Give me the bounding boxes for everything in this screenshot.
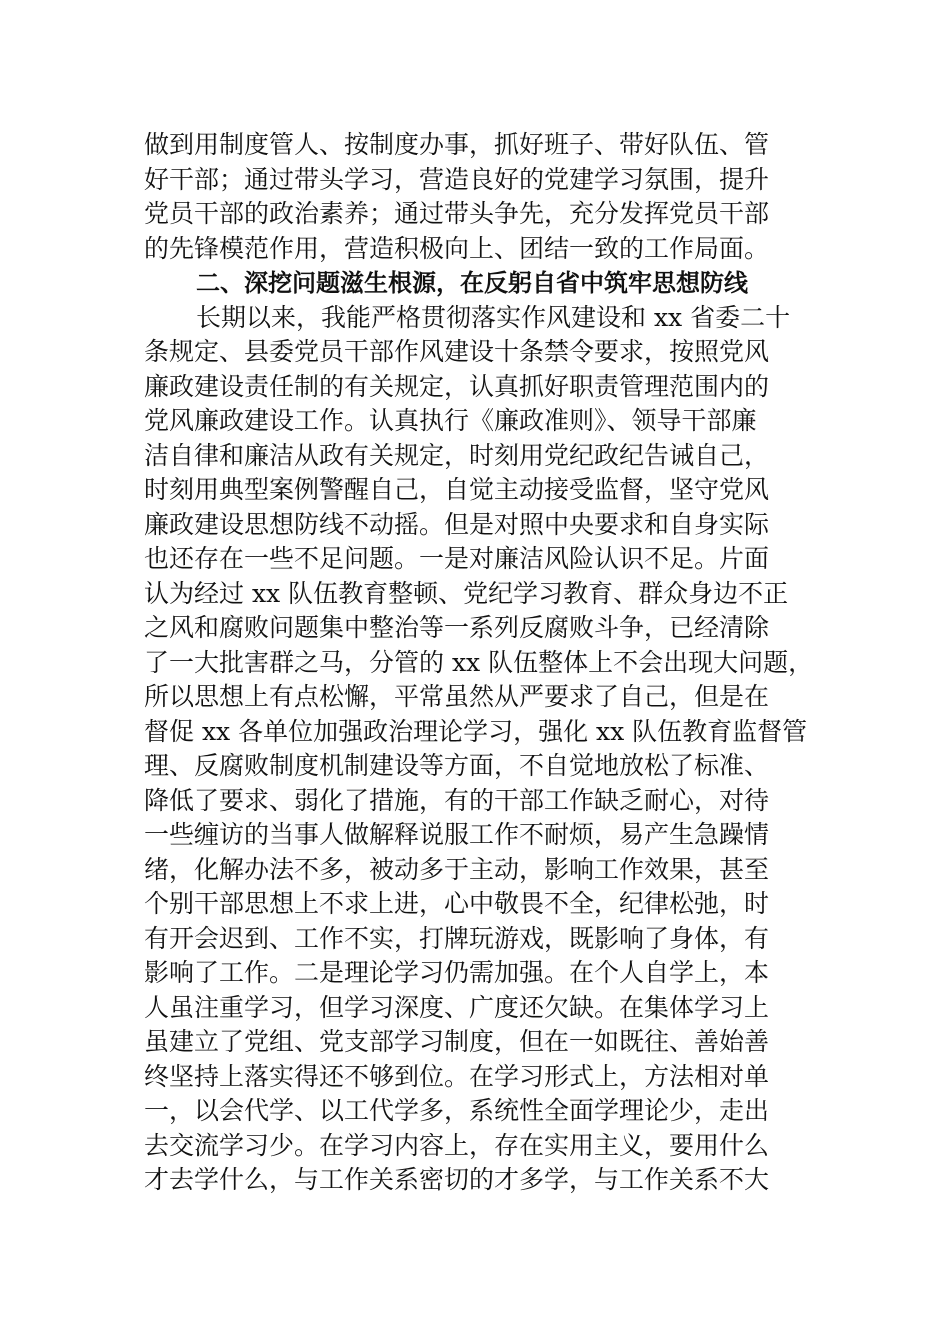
text-line: 也还存在一些不足问题。一是对廉洁风险认识不足。片面	[144, 544, 770, 573]
text-line: 党员干部的政治素养；通过带头争先，充分发挥党员干部	[144, 199, 770, 228]
text-line: 之风和腐败问题集中整治等一系列反腐败斗争，已经清除	[144, 613, 770, 642]
text-line: 去交流学习少。在学习内容上，存在实用主义，要用什么	[144, 1130, 770, 1160]
text-line: 廉政建设思想防线不动摇。但是对照中央要求和自身实际	[144, 509, 770, 539]
text-line: 廉政建设责任制的有关规定，认真抓好职责管理范围内的	[144, 371, 770, 401]
text-line: 条规定、县委党员干部作风建设十条禁令要求，按照党风	[144, 337, 770, 366]
text-line: 做到用制度管人、按制度办事，抓好班子、带好队伍、管	[144, 130, 770, 159]
text-line: 绪，化解办法不多，被动多于主动，影响工作效果，甚至	[144, 854, 770, 884]
text-line: 党风廉政建设工作。认真执行《廉政准则》、领导干部廉	[144, 406, 757, 435]
text-line: 虽建立了党组、党支部学习制度，但在一如既往、善始善	[144, 1027, 770, 1056]
text-line: 洁自律和廉洁从政有关规定，时刻用党纪政纪告诫自己，	[144, 440, 770, 470]
body-text	[144, 128, 824, 1198]
text-line: 人虽注重学习，但学习深度、广度还欠缺。在集体学习上	[144, 992, 770, 1022]
text-line: 时刻用典型案例警醒自己，自觉主动接受监督，坚守党风	[144, 475, 770, 504]
text-line: 一，以会代学、以工代学多，系统性全面学理论少，走出	[144, 1096, 770, 1125]
text-line: 督促 xx 各单位加强政治理论学习，强化 xx 队伍教育监督管	[144, 716, 808, 746]
text-line: 好干部；通过带头学习，营造良好的党建学习氛围，提升	[144, 164, 770, 194]
text-line: 个别干部思想上不求上进，心中敬畏不全，纪律松弛，时	[144, 889, 770, 918]
text-line: 才去学什么，与工作关系密切的才多学，与工作关系不大	[144, 1165, 770, 1194]
text-line: 降低了要求、弱化了措施，有的干部工作缺乏耐心，对待	[144, 785, 770, 815]
text-line: 长期以来，我能严格贯彻落实作风建设和 xx 省委二十	[196, 302, 791, 332]
section-heading: 二、深挖问题滋生根源，在反躬自省中筑牢思想防线	[196, 269, 748, 297]
text-line: 理、反腐败制度机制建设等方面，不自觉地放松了标准、	[144, 751, 770, 780]
text-line: 一些缠访的当事人做解释说服工作不耐烦，易产生急躁情	[144, 820, 770, 849]
text-line: 所以思想上有点松懈，平常虽然从严要求了自己，但是在	[144, 682, 770, 711]
text-line: 认为经过 xx 队伍教育整顿、党纪学习教育、群众身边不正	[144, 578, 789, 608]
text-line: 终坚持上落实得还不够到位。在学习形式上，方法相对单	[144, 1061, 770, 1091]
text-line: 有开会迟到、工作不实，打牌玩游戏，既影响了身体，有	[144, 923, 770, 953]
text-line: 了一大批害群之马，分管的 xx 队伍整体上不会出现大问题，	[144, 647, 814, 677]
text-line: 影响了工作。二是理论学习仍需加强。在个人自学上，本	[144, 958, 770, 987]
text-line: 的先锋模范作用，营造积极向上、团结一致的工作局面。	[144, 233, 770, 263]
